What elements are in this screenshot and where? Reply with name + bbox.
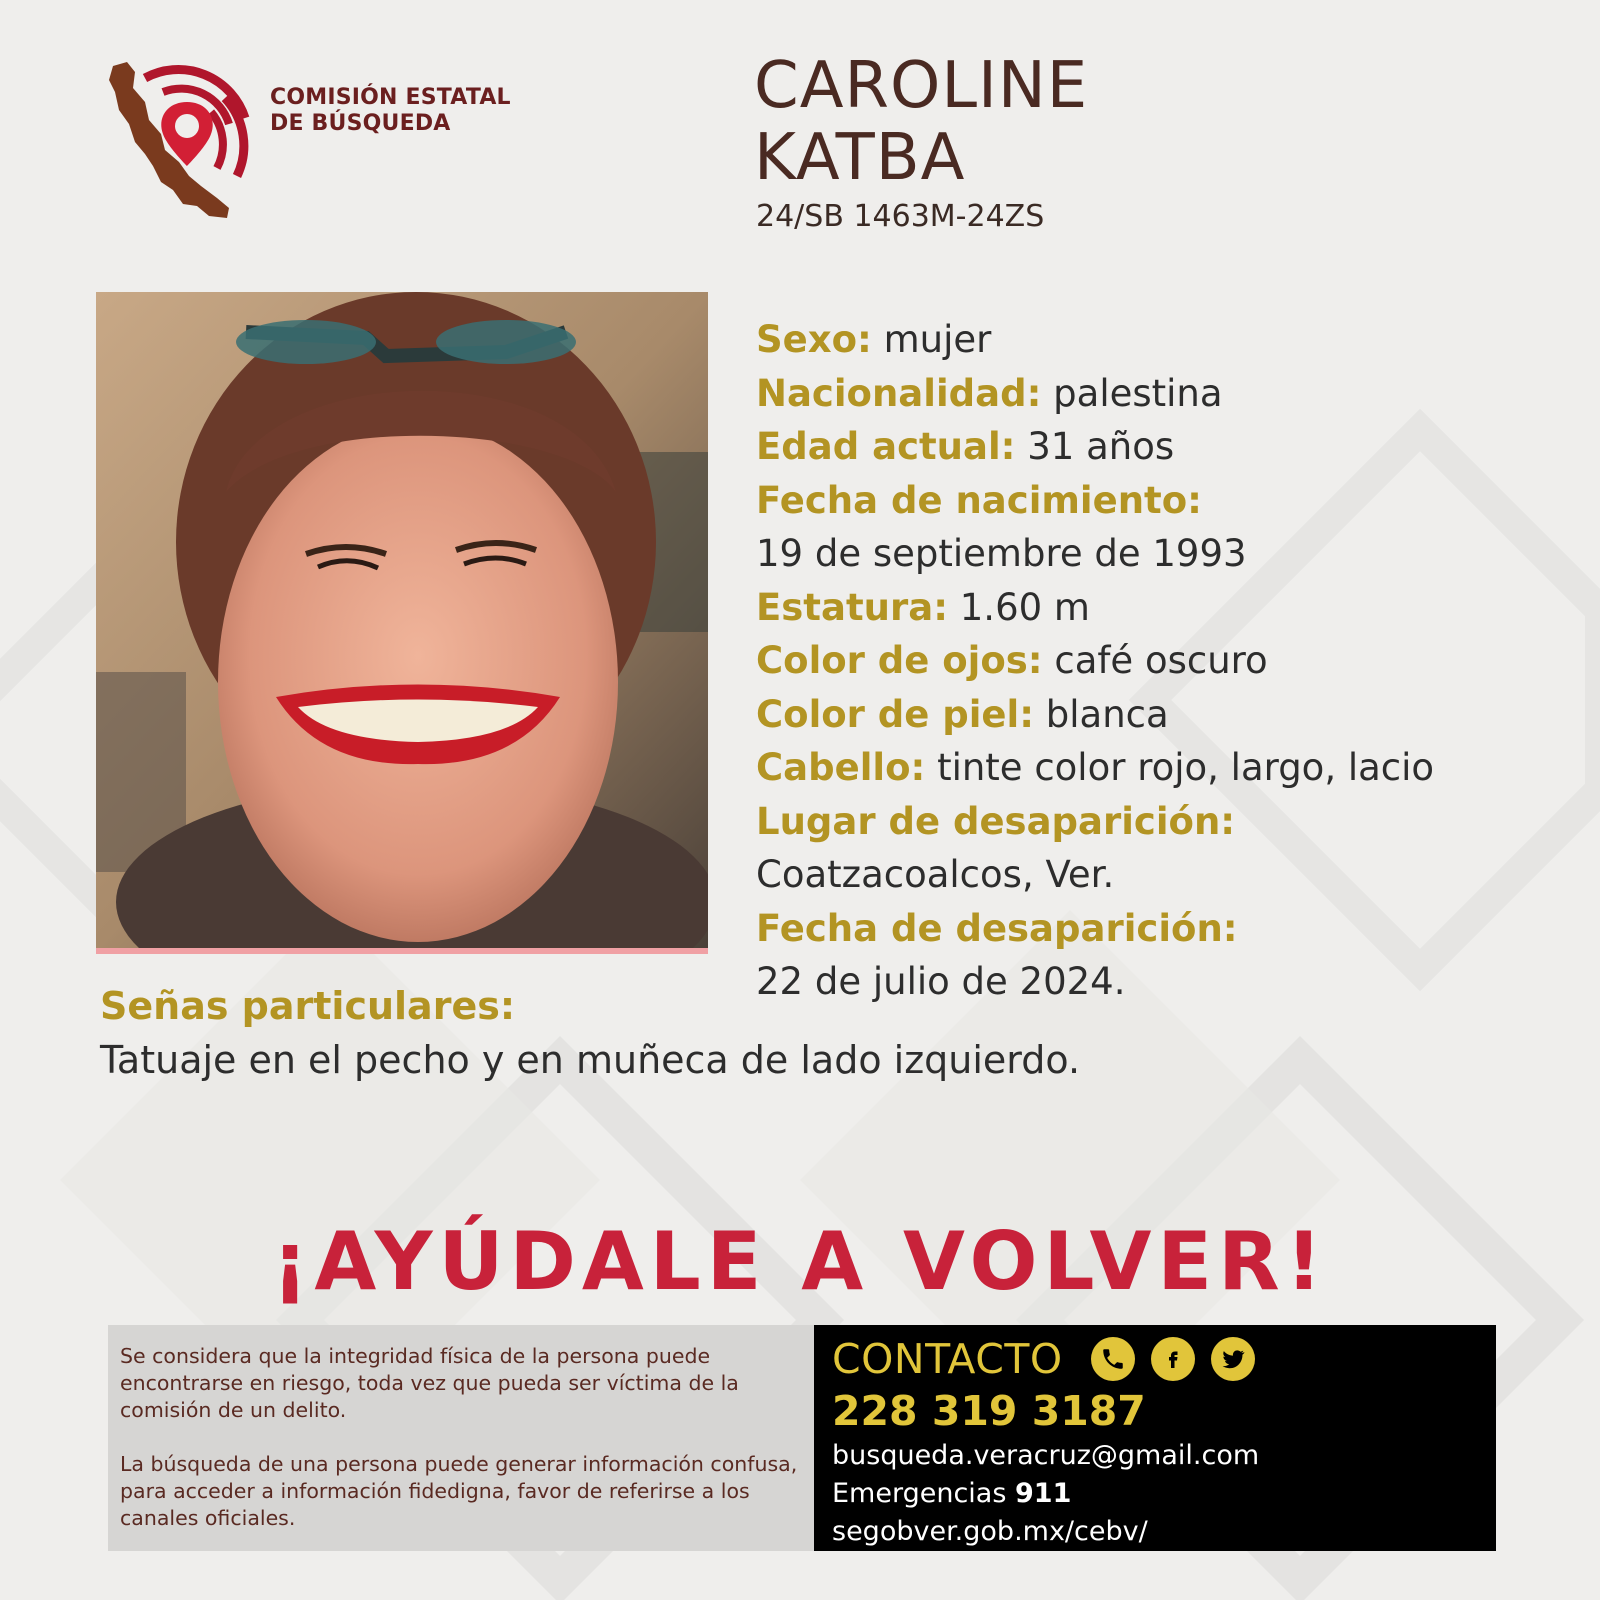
detail-row-lugar-desaparicion-value bbox=[756, 848, 1576, 902]
detail-label: Cabello: bbox=[756, 746, 926, 789]
detail-value: palestina bbox=[1053, 371, 1223, 415]
detail-row-lugar-desaparicion-label bbox=[756, 795, 1576, 849]
detail-row-estatura bbox=[756, 581, 1576, 635]
contact-email[interactable]: busqueda.veracruz@gmail.com bbox=[832, 1440, 1260, 1471]
detail-row-fecha-desaparicion-label bbox=[756, 902, 1576, 956]
contact-box bbox=[814, 1325, 1496, 1551]
detail-row-fecha-nacimiento-label bbox=[756, 474, 1576, 528]
case-folio: 24/SB 1463M-24ZS bbox=[756, 199, 1045, 234]
last-name: KATBA bbox=[754, 121, 966, 195]
detail-label: Fecha de desaparición: bbox=[756, 906, 1238, 950]
detail-label: Estatura: bbox=[756, 585, 948, 629]
detail-label: Nacionalidad: bbox=[756, 371, 1042, 415]
detail-row-color-ojos bbox=[756, 634, 1576, 688]
twitter-icon[interactable] bbox=[1211, 1337, 1255, 1381]
person-photo bbox=[96, 292, 708, 954]
detail-label: Sexo: bbox=[756, 318, 872, 361]
detail-row-edad bbox=[756, 420, 1576, 474]
disclaimer-paragraph-2: La búsqueda de una persona puede generar información confusa, para acceder a información fidedigna, favor de referirse a los canales oficiales. bbox=[120, 1452, 798, 1530]
contact-website[interactable]: segobver.gob.mx/cebv/ bbox=[832, 1516, 1148, 1547]
facebook-icon[interactable] bbox=[1151, 1337, 1195, 1381]
detail-label: Color de piel: bbox=[756, 692, 1035, 736]
emergency-label: Emergencias bbox=[832, 1478, 1007, 1509]
veracruz-map-pin-icon bbox=[105, 58, 265, 223]
detail-row-nacionalidad bbox=[756, 367, 1576, 421]
detail-value: 22 de julio de 2024. bbox=[756, 960, 1126, 1003]
detail-label: Fecha de nacimiento: bbox=[756, 478, 1202, 522]
detail-row-sexo bbox=[756, 313, 1576, 367]
agency-name-line2: DE BÚSQUEDA bbox=[270, 111, 451, 136]
distinguishing-marks-value: Tatuaje en el pecho y en muñeca de lado izquierdo. bbox=[100, 1038, 1081, 1082]
contact-icons bbox=[1091, 1337, 1271, 1381]
disclaimer-box bbox=[108, 1325, 815, 1551]
disclaimer-paragraph-1: Se considera que la integridad física de la persona puede encontrarse en riesgo, toda vez que pueda ser víctima de la comisión de un delito. bbox=[120, 1344, 739, 1422]
contact-phone[interactable]: 228 319 3187 bbox=[832, 1387, 1146, 1435]
detail-value: 1.60 m bbox=[959, 585, 1090, 629]
detail-row-fecha-nacimiento-value bbox=[756, 527, 1576, 581]
detail-value: 31 años bbox=[1027, 425, 1175, 468]
person-name bbox=[754, 50, 1088, 194]
detail-value: café oscuro bbox=[1054, 639, 1268, 682]
distinguishing-marks-label: Señas particulares: bbox=[100, 984, 516, 1028]
detail-row-color-piel bbox=[756, 688, 1576, 742]
contact-emergency bbox=[832, 1475, 1496, 1513]
detail-label: Lugar de desaparición: bbox=[756, 799, 1236, 843]
detail-value: blanca bbox=[1045, 692, 1169, 736]
detail-value: Coatzacoalcos, Ver. bbox=[756, 853, 1115, 896]
contact-title: CONTACTO bbox=[832, 1335, 1063, 1383]
agency-name bbox=[270, 85, 511, 137]
headline: ¡AYÚDALE A VOLVER! bbox=[271, 1215, 1329, 1308]
detail-label: Color de ojos: bbox=[756, 639, 1043, 682]
detail-value: 19 de septiembre de 1993 bbox=[756, 532, 1247, 575]
emergency-number[interactable]: 911 bbox=[1015, 1478, 1072, 1509]
distinguishing-marks bbox=[100, 979, 1520, 1087]
detail-value: mujer bbox=[883, 318, 992, 361]
phone-icon[interactable] bbox=[1091, 1337, 1135, 1381]
agency-name-line1: COMISIÓN ESTATAL bbox=[270, 85, 511, 110]
detail-label: Edad actual: bbox=[756, 425, 1016, 468]
detail-row-cabello bbox=[756, 741, 1576, 795]
detail-value: tinte color rojo, largo, lacio bbox=[937, 746, 1435, 789]
agency-logo bbox=[105, 58, 545, 223]
person-details bbox=[756, 313, 1576, 1009]
contact-header bbox=[832, 1333, 1496, 1385]
first-name: CAROLINE bbox=[754, 49, 1089, 123]
